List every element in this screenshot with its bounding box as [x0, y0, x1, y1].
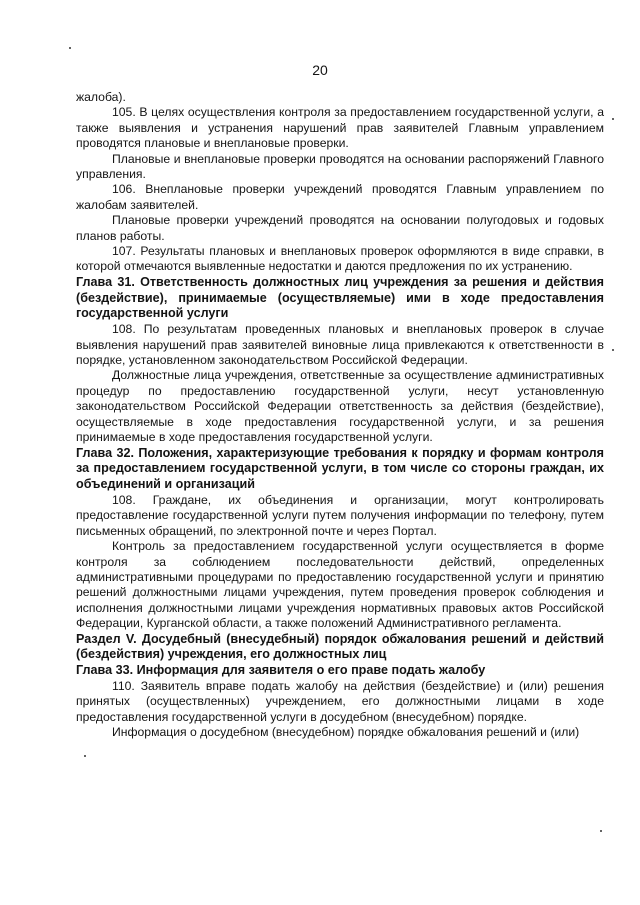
chapter-heading: Глава 32. Положения, характеризующие требования к порядку и формам контроля за предоставлением государственной услуги, в том числе со стороны граждан, их объединений и организаций	[76, 445, 604, 492]
page-number: 20	[312, 62, 328, 78]
paragraph: жалоба).	[76, 90, 126, 104]
paragraph: Контроль за предоставлением государственной услуги осуществляется в форме контроля за соблюдением последовательности действий, определенных административными процедурами по предоставлению государственной услуги и принятию решений должностными лицами учреждения, путем проведения проверок соблюдения и исполнения должностными лицами учреждения нормативных правовых актов Российской Федерации, Курганской области, а также положений Административного регламента.	[76, 539, 604, 631]
scan-speck	[612, 118, 614, 120]
paragraph: Должностные лица учреждения, ответственные за осуществление административных процедур по предоставлению государственной услуги, несут установленную законодательством Российской Федерации ответственность за действия (бездействие), осуществляемые в ходе предоставления государственной услуги, и за решения принимаемые в ходе предоставления государственной услуги.	[76, 368, 604, 445]
document-body	[76, 90, 604, 741]
chapter-heading: Глава 33. Информация для заявителя о его праве подать жалобу	[76, 663, 486, 678]
paragraph: Информация о досудебном (внесудебном) порядке обжалования решений и (или)	[112, 725, 580, 740]
paragraph: Плановые и внеплановые проверки проводятся на основании распоряжений Главного управления.	[76, 151, 604, 182]
scan-speck	[600, 830, 602, 832]
scan-speck	[69, 47, 71, 49]
section-heading: Раздел V. Досудебный (внесудебный) порядок обжалования решений и действий (бездействия) учреждения, его должностных лиц	[76, 631, 604, 662]
scan-speck	[84, 755, 86, 757]
paragraph: 108. Граждане, их объединения и организации, могут контролировать предоставление государственной услуги путем получения информации по телефону, путем письменных обращений, по электронной почте и через Портал.	[76, 492, 604, 538]
paragraph: 110. Заявитель вправе подать жалобу на действия (бездействие) и (или) решения принятых (осуществленных) учреждением, его должностными лицами в ходе предоставления государственной услуги в досудебном (внесудебном) порядке.	[76, 678, 604, 724]
chapter-heading: Глава 31. Ответственность должностных лиц учреждения за решения и действия (бездействие), принимаемые (осуществляемые) ими в ходе предоставления государственной услуги	[76, 274, 604, 321]
paragraph: 105. В целях осуществления контроля за предоставлением государственной услуги, а также выявления и устранения нарушений прав заявителей Главным управлением проводятся плановые и внеплановые проверки.	[76, 105, 604, 151]
paragraph: 106. Внеплановые проверки учреждений проводятся Главным управлением по жалобам заявителей.	[76, 182, 604, 212]
paragraph: 107. Результаты плановых и внеплановых проверок оформляются в виде справки, в которой отмечаются выявленные недостатки и даются предложения по их устранению.	[76, 244, 604, 274]
scan-speck	[612, 349, 614, 351]
paragraph: 108. По результатам проведенных плановых и внеплановых проверок в случае выявления нарушений прав заявителей виновные лица привлекаются к ответственности в порядке, установленном законодательством Российской Федерации.	[76, 322, 604, 368]
paragraph: Плановые проверки учреждений проводятся на основании полугодовых и годовых планов работы.	[76, 213, 604, 243]
